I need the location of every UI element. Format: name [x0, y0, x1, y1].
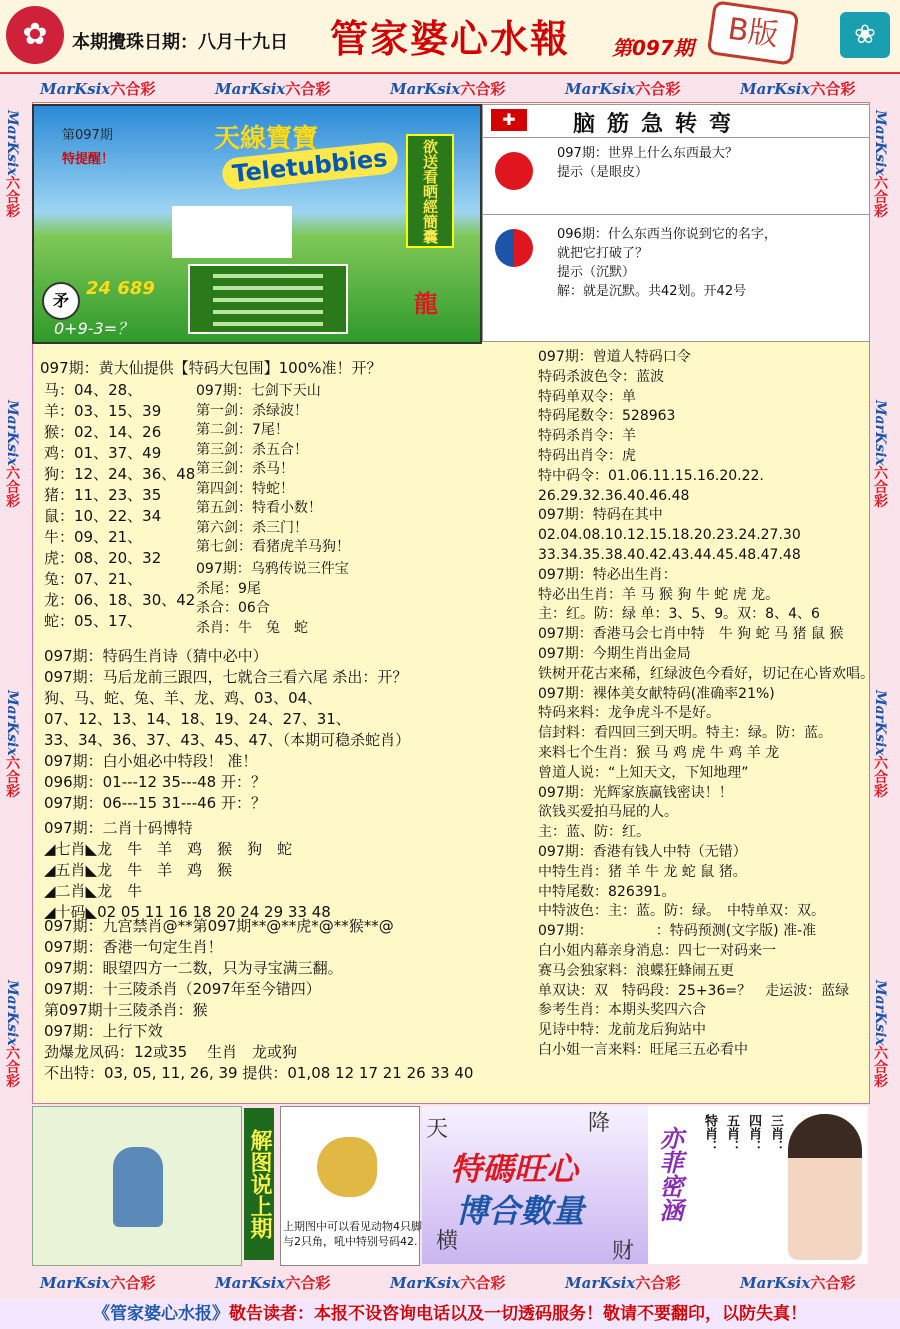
portrait-image — [788, 1114, 862, 1260]
tian-char: 天 — [426, 1117, 449, 1142]
right-line: 33.34.35.38.40.42.43.44.45.48.47.48 — [538, 546, 801, 563]
right-line: 主：蓝、防：红。 — [538, 824, 650, 841]
poem-line: 096期：01---12 35---48 开：？ — [44, 773, 266, 791]
cai-char: 财 — [612, 1239, 635, 1264]
header — [0, 0, 900, 74]
banner-sub: 特提醒！ — [62, 152, 115, 167]
poem-line: 33、34、36、37、43、45、47、（本期可稳杀蛇肖） — [44, 731, 411, 749]
tema-banner — [422, 1106, 648, 1264]
right-line: 见诗中特：龙前龙后狗站中 — [538, 1022, 706, 1039]
yifei-col: 五肖： — [724, 1114, 739, 1153]
seven-swords — [196, 382, 350, 558]
zodiac-line: 鼠：10、22、34 — [44, 507, 162, 525]
tema-line2: 博合數量 — [456, 1192, 585, 1230]
banner-title: 天線寶寶 — [214, 124, 319, 154]
ten-code-line: ◢五肖◣龙 牛 羊 鸡 猴 — [44, 861, 233, 879]
bull-icon — [317, 1137, 377, 1197]
tema-line1: 特碼旺心 — [450, 1150, 579, 1188]
poem-line: 097期：06---15 31---46 开：？ — [44, 794, 266, 812]
zodiac-line: 羊：03、15、39 — [44, 402, 162, 420]
brand-col-right: MarKsix六合彩 MarKsix六合彩 MarKsix六合彩 MarKsix六合彩 — [872, 110, 888, 1088]
swastika-icon — [495, 152, 533, 190]
poem-line: 097期：特码生肖诗（猜中必中） — [44, 647, 268, 665]
zodiac-line: 鸡：01、37、49 — [44, 444, 162, 462]
right-line: 097期：裸体美女献特码(准确率21%) — [538, 685, 775, 702]
right-line: 097期： ：特码预测(文字版) 准-准 — [538, 923, 817, 940]
teletubbies-banner — [32, 104, 482, 344]
dragon-badge: 龍 — [414, 290, 438, 318]
riddle-header — [482, 104, 870, 138]
sword-line: 第三剑：杀五合！ — [196, 441, 308, 458]
right-line: 白小姐内幕亲身消息：四七一对码来一 — [538, 942, 776, 959]
riddle-question-cont: 就把它打破了？ — [557, 246, 649, 261]
riddle-hint: 提示（沉默） — [557, 265, 636, 280]
two-zodiac-ten-codes — [44, 818, 331, 923]
edition-stamp: B版 — [707, 0, 800, 65]
right-line: 特码来料：龙争虎斗不是好。 — [538, 705, 720, 722]
right-line: 097期：特必出生肖： — [538, 566, 677, 583]
right-line: 特必出生肖：羊 马 猴 狗 牛 蛇 虎 龙。 — [538, 586, 780, 603]
riddle-current — [482, 137, 870, 215]
blank-patch — [172, 206, 292, 258]
poem-line: 狗、马、蛇、兔、羊、龙、鸡、03、04、 — [44, 689, 323, 707]
zodiac-line: 龙：06、18、30、42 — [44, 591, 196, 609]
right-line: 特中码令：01.06.11.15.16.20.22. — [538, 467, 764, 484]
right-line: 来料七个生肖：猴 马 鸡 虎 牛 鸡 羊 龙 — [538, 744, 780, 761]
zodiac-line: 猪：11、23、35 — [44, 486, 162, 504]
right-line: 097期：香港马会七肖中特 牛 狗 蛇 马 猪 鼠 猴 — [538, 626, 844, 643]
riddle-question: 096期：什么东西当你说到它的名字， — [557, 227, 777, 242]
sword-line: 第四剑：特蛇！ — [196, 480, 294, 497]
zodiac-line: 马：04、28、 — [44, 381, 143, 399]
heng-char: 横 — [436, 1229, 459, 1254]
riddle-hint: 提示（是眼皮） — [557, 165, 649, 180]
poem-line: 097期：马后龙前三跟四，七就合三看六尾 杀出：开？ — [44, 668, 408, 686]
zodiac-line: 蛇：05、17、 — [44, 612, 143, 630]
jietu-label: 解图说上期 — [244, 1108, 274, 1260]
right-line: 单双诀：双 特码段：25+36=？ 走运波：蓝绿 — [538, 982, 850, 999]
crow-line: 097期：乌鸦传说三件宝 — [196, 561, 349, 577]
ten-code-line: ◢二肖◣龙 牛 — [44, 882, 143, 900]
zodiac-line: 兔：07、21、 — [44, 570, 143, 588]
footer-notice — [0, 1299, 900, 1329]
hk-logo-icon: ✿ — [6, 6, 64, 64]
sword-line: 第二剑：7尾！ — [196, 422, 289, 438]
macau-emblem-icon: ❀ — [840, 12, 890, 58]
misc-line: 097期：上行下效 — [44, 1022, 163, 1040]
zodiac-line: 狗：12、24、36、48 — [44, 465, 196, 483]
sword-line: 第六剑：杀三门！ — [196, 519, 308, 536]
right-line: 26.29.32.36.40.46.48 — [538, 487, 690, 504]
misc-predictions — [44, 916, 473, 1084]
symbol-circle: 矛 — [42, 282, 80, 320]
right-column — [538, 348, 874, 1061]
bull-picture — [280, 1106, 420, 1266]
zodiac-line: 猴：02、14、26 — [44, 423, 162, 441]
banner-issue: 第097期 — [62, 128, 113, 143]
right-line: 特码出肖令：虎 — [538, 447, 636, 464]
jiang-char: 降 — [588, 1111, 611, 1136]
right-line: 特码杀波色令：蓝波 — [538, 368, 664, 385]
right-line: 特码单双令：单 — [538, 388, 636, 405]
brand-row-bottom: MarKsix六合彩 MarKsix六合彩 MarKsix六合彩 MarKsix六合彩 MarKsix六合彩 — [40, 1274, 856, 1292]
right-line: 欲钱买爱拍马屁的人。 — [538, 804, 678, 821]
right-line: 主：红。防：绿 单：3、5、9。双：8、4、6 — [538, 606, 820, 623]
big-bao-wei-head: 097期：黄大仙提供【特码大包围】100%准！开？ — [40, 359, 382, 377]
riddle-answer: 解：就是沉默。共42划。开42号 — [557, 284, 747, 299]
crow-line: 杀尾：9尾 — [196, 580, 261, 597]
banner-numbers: 24 689 — [86, 278, 155, 299]
ten-code-line: ◢七肖◣龙 牛 羊 鸡 猴 狗 蛇 — [44, 840, 293, 858]
right-line: 中特波色：主：蓝。防：绿。 中特单双：双。 — [538, 903, 825, 920]
poem-line: 097期：白小姐必中特段！ 准！ — [44, 752, 258, 770]
ten-code-line: 097期：二肖十码博特 — [44, 819, 193, 837]
zodiac-line: 牛：09、21、 — [44, 528, 143, 546]
bottom-strip — [32, 1106, 868, 1264]
fishing-picture — [32, 1106, 242, 1266]
cross-icon: ✚ — [491, 109, 527, 131]
sword-line: 第一剑：杀绿波！ — [196, 402, 308, 419]
misc-line: 097期：香港一句定生肖！ — [44, 938, 223, 956]
misc-line: 劲爆龙凤码：12或35 生肖 龙或狗 — [44, 1043, 297, 1061]
right-line: 097期：今期生肖出金局 — [538, 645, 691, 662]
zodiac-line: 虎：08、20、32 — [44, 549, 162, 567]
right-line: 097期：香港有钱人中特（无错） — [538, 843, 747, 860]
right-line: 097期：特码在其中 — [538, 507, 663, 524]
issue-number: 第097期 — [612, 36, 694, 60]
misc-line: 第097期十三陵杀肖：猴 — [44, 1001, 208, 1019]
crow-line: 杀合：06合 — [196, 600, 270, 616]
yifei-col: 三肖： — [768, 1114, 783, 1153]
yifei-col: 四肖： — [746, 1114, 761, 1153]
right-line: 02.04.08.10.12.15.18.20.23.24.27.30 — [538, 527, 801, 544]
right-line: 097期：曾道人特码口令 — [538, 349, 691, 365]
yifei-title: 亦菲密涵 — [655, 1126, 683, 1222]
right-line: 白小姐一言来料：旺尾三五必看中 — [538, 1041, 748, 1058]
banner-table — [188, 264, 348, 334]
right-line: 中特生肖：猪 羊 牛 龙 蛇 鼠 猪。 — [538, 863, 747, 880]
right-line: 曾道人说：“上知天文，下知地理” — [538, 764, 749, 781]
crow-treasure — [196, 560, 349, 638]
zodiac-list — [44, 380, 195, 632]
sword-line: 097期：七剑下天山 — [196, 383, 321, 399]
yifei-col: 特肖： — [702, 1114, 717, 1153]
right-line: 中特尾数：826391。 — [538, 883, 676, 900]
yin-yang-icon — [495, 229, 533, 267]
misc-line: 097期：眼望四方一二数，只为寻宝满三翻。 — [44, 959, 343, 977]
brand-row-top: MarKsix六合彩 MarKsix六合彩 MarKsix六合彩 MarKsix六合彩 MarKsix六合彩 — [40, 80, 856, 98]
riddle-title: 脑筋急转弯 — [573, 112, 744, 137]
right-line: 参考生肖：本期头奖四六合 — [538, 1002, 706, 1019]
bull-caption: 上期图中可以看见动物4只脚 与2只角，吼中特别号码42. — [283, 1220, 422, 1248]
sword-line: 第七剑：看猪虎羊马狗！ — [196, 539, 350, 555]
crow-line: 杀肖：牛 兔 蛇 — [196, 619, 308, 636]
yifei-panel — [648, 1106, 868, 1264]
draw-date: 本期攪珠日期：八月十九日 — [72, 32, 288, 53]
right-line: 特码杀肖令：羊 — [538, 428, 636, 445]
misc-line: 097期：九宫禁肖@**第097期**@**虎*@**猴**@ — [44, 917, 394, 935]
right-line: 信封料：看四回三到天明。特主：绿。防：蓝。 — [538, 725, 832, 742]
banner-vertical-text: 欲送看晒經簡囊 — [406, 134, 454, 248]
misc-line: 097期：十三陵杀肖（2097年至今错四） — [44, 980, 321, 998]
page-title: 管家婆心水報 — [330, 16, 571, 61]
misc-line: 不出特：03, 05, 11, 26, 39 提供：01,08 12 17 21 26 33 40 — [44, 1064, 474, 1082]
banner-equation: 0+9-3=？ — [54, 319, 134, 338]
riddle-question: 097期：世界上什么东西最大？ — [557, 146, 738, 161]
zodiac-poem — [44, 646, 410, 814]
ten-code-line: ◢十码◣02 05 11 16 18 20 24 29 33 48 — [44, 903, 331, 921]
right-line: 铁树开花古来稀，红绿波色今看好，切记在心皆欢唱。 — [538, 665, 874, 682]
brand-col-left: MarKsix六合彩 MarKsix六合彩 MarKsix六合彩 MarKsix六合彩 — [4, 110, 20, 1088]
teletubbies-logo: Teletubbies — [221, 141, 399, 191]
right-line: 赛马会独家料：浪蝶狂蜂闹五更 — [538, 962, 734, 979]
sword-line: 第五剑：特看小数！ — [196, 500, 322, 516]
footer-paper-name: 《管家婆心水报》 — [93, 1304, 229, 1324]
footer-text: 敬告读者：本报不设咨询电话以及一切透码服务！敬请不要翻印，以防失真！ — [229, 1304, 807, 1324]
poem-line: 07、12、13、14、18、19、24、27、31、 — [44, 710, 351, 728]
right-line: 097期：光辉家族赢钱密诀！！ — [538, 784, 733, 801]
riddle-previous — [482, 214, 870, 342]
right-line: 特码尾数令：528963 — [538, 408, 676, 425]
sword-line: 第三剑：杀马！ — [196, 461, 294, 477]
